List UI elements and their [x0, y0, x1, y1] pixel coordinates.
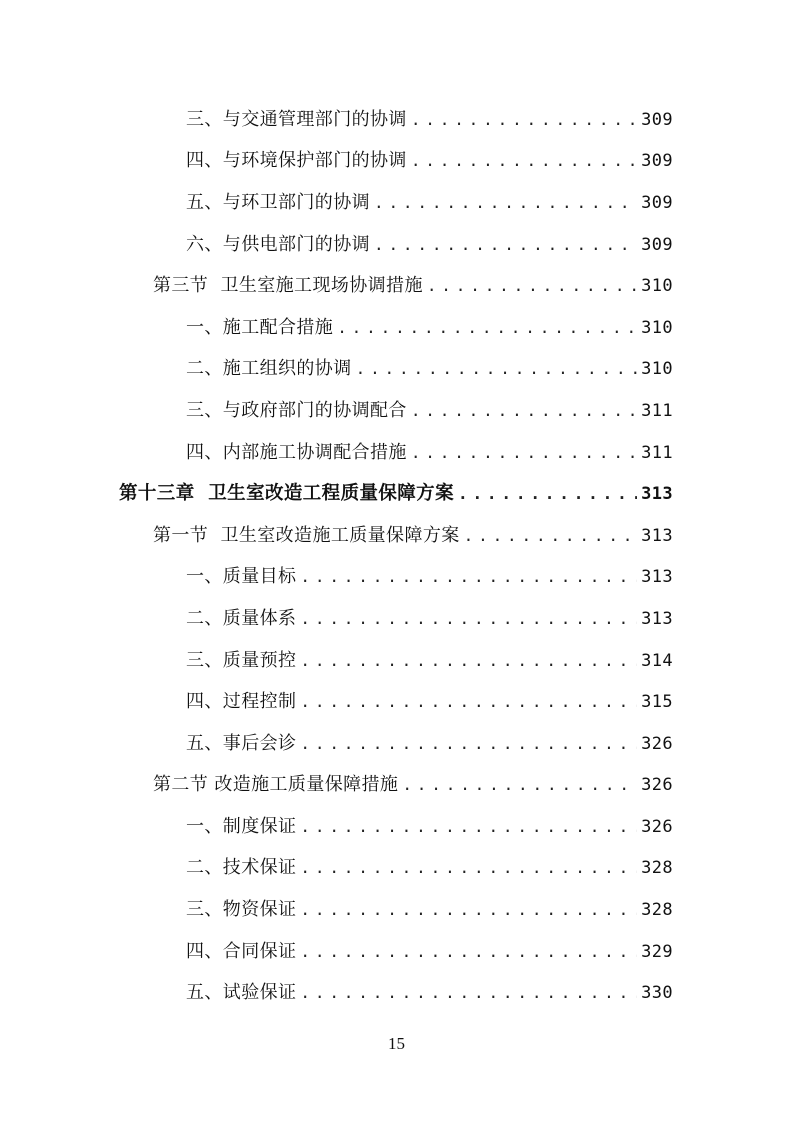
toc-entry-page: 310 — [641, 276, 673, 297]
toc-entry-label: 第十三章 卫生室改造工程质量保障方案 — [119, 483, 454, 505]
toc-entry[interactable] — [0, 638, 793, 680]
dot-leader — [374, 235, 637, 254]
table-of-contents — [0, 97, 793, 1012]
dot-leader — [427, 276, 637, 295]
toc-entry-page: 328 — [641, 858, 673, 879]
dot-leader — [300, 817, 637, 836]
toc-entry-label: 四、内部施工协调配合措施 — [186, 441, 407, 463]
toc-entry-label: 五、试验保证 — [186, 982, 297, 1004]
toc-entry-page: 313 — [641, 484, 673, 505]
toc-entry[interactable] — [0, 929, 793, 971]
dot-leader — [300, 692, 637, 711]
toc-entry[interactable] — [0, 180, 793, 222]
dot-leader — [411, 401, 637, 420]
toc-section-entry[interactable] — [0, 513, 793, 555]
dot-leader — [300, 900, 637, 919]
toc-entry-page: 330 — [641, 983, 673, 1004]
toc-entry-label: 四、过程控制 — [186, 691, 297, 713]
toc-entry-page: 326 — [641, 775, 673, 796]
toc-entry-label: 第三节 卫生室施工现场协调措施 — [153, 275, 423, 297]
toc-entry-page: 310 — [641, 317, 673, 338]
toc-entry-label: 三、与政府部门的协调配合 — [186, 399, 407, 421]
toc-entry[interactable] — [0, 305, 793, 347]
toc-entry[interactable] — [0, 721, 793, 763]
toc-entry-label: 一、制度保证 — [186, 815, 297, 837]
toc-entry-page: 310 — [641, 359, 673, 380]
toc-entry-label: 三、与交通管理部门的协调 — [186, 108, 407, 130]
toc-entry-label: 一、施工配合措施 — [186, 316, 334, 338]
toc-section-entry[interactable] — [0, 763, 793, 805]
dot-leader — [300, 942, 637, 961]
dot-leader — [411, 110, 637, 129]
toc-entry-page: 313 — [641, 525, 673, 546]
dot-leader — [411, 443, 637, 462]
toc-entry-label: 六、与供电部门的协调 — [186, 233, 370, 255]
dot-leader — [300, 609, 637, 628]
toc-entry-label: 五、与环卫部门的协调 — [186, 191, 370, 213]
toc-entry-page: 309 — [641, 109, 673, 130]
toc-entry[interactable] — [0, 804, 793, 846]
dot-leader — [402, 775, 637, 794]
toc-entry-page: 313 — [641, 608, 673, 629]
toc-entry-label: 五、事后会诊 — [186, 732, 297, 754]
toc-entry[interactable] — [0, 596, 793, 638]
toc-entry-label: 一、质量目标 — [186, 566, 297, 588]
toc-entry-page: 311 — [641, 442, 673, 463]
toc-entry-page: 315 — [641, 692, 673, 713]
toc-entry-page: 329 — [641, 941, 673, 962]
toc-entry-page: 326 — [641, 733, 673, 754]
dot-leader — [411, 151, 637, 170]
toc-entry-page: 326 — [641, 816, 673, 837]
toc-entry[interactable] — [0, 222, 793, 264]
dot-leader — [300, 651, 637, 670]
toc-entry[interactable] — [0, 970, 793, 1012]
toc-entry[interactable] — [0, 846, 793, 888]
toc-entry-page: 309 — [641, 151, 673, 172]
toc-entry[interactable] — [0, 139, 793, 181]
toc-entry-label: 第二节 改造施工质量保障措施 — [153, 774, 399, 796]
toc-section-entry[interactable] — [0, 263, 793, 305]
toc-entry-page: 313 — [641, 567, 673, 588]
toc-entry-label: 二、技术保证 — [186, 857, 297, 879]
toc-entry-page: 309 — [641, 234, 673, 255]
page-number: 15 — [388, 1034, 405, 1053]
toc-entry-page: 314 — [641, 650, 673, 671]
dot-leader — [300, 567, 637, 586]
dot-leader — [464, 526, 637, 545]
toc-entry-label: 二、施工组织的协调 — [186, 358, 352, 380]
dot-leader — [337, 318, 637, 337]
toc-entry-page: 309 — [641, 192, 673, 213]
toc-entry[interactable] — [0, 887, 793, 929]
toc-entry-label: 二、质量体系 — [186, 607, 297, 629]
toc-entry-label: 四、合同保证 — [186, 940, 297, 962]
dot-leader — [374, 193, 637, 212]
toc-entry-label: 四、与环境保护部门的协调 — [186, 150, 407, 172]
toc-entry[interactable] — [0, 388, 793, 430]
dot-leader — [300, 734, 637, 753]
toc-entry-label: 第一节 卫生室改造施工质量保障方案 — [153, 524, 460, 546]
toc-entry-page: 328 — [641, 900, 673, 921]
toc-entry-page: 311 — [641, 400, 673, 421]
toc-entry[interactable] — [0, 97, 793, 139]
toc-entry-label: 三、物资保证 — [186, 899, 297, 921]
dot-leader — [458, 484, 637, 503]
toc-entry[interactable] — [0, 679, 793, 721]
dot-leader — [300, 858, 637, 877]
dot-leader — [300, 983, 637, 1002]
toc-chapter-entry[interactable] — [0, 471, 793, 513]
toc-entry-label: 三、质量预控 — [186, 649, 297, 671]
dot-leader — [356, 359, 637, 378]
toc-entry[interactable] — [0, 555, 793, 597]
toc-entry[interactable] — [0, 430, 793, 472]
toc-entry[interactable] — [0, 347, 793, 389]
